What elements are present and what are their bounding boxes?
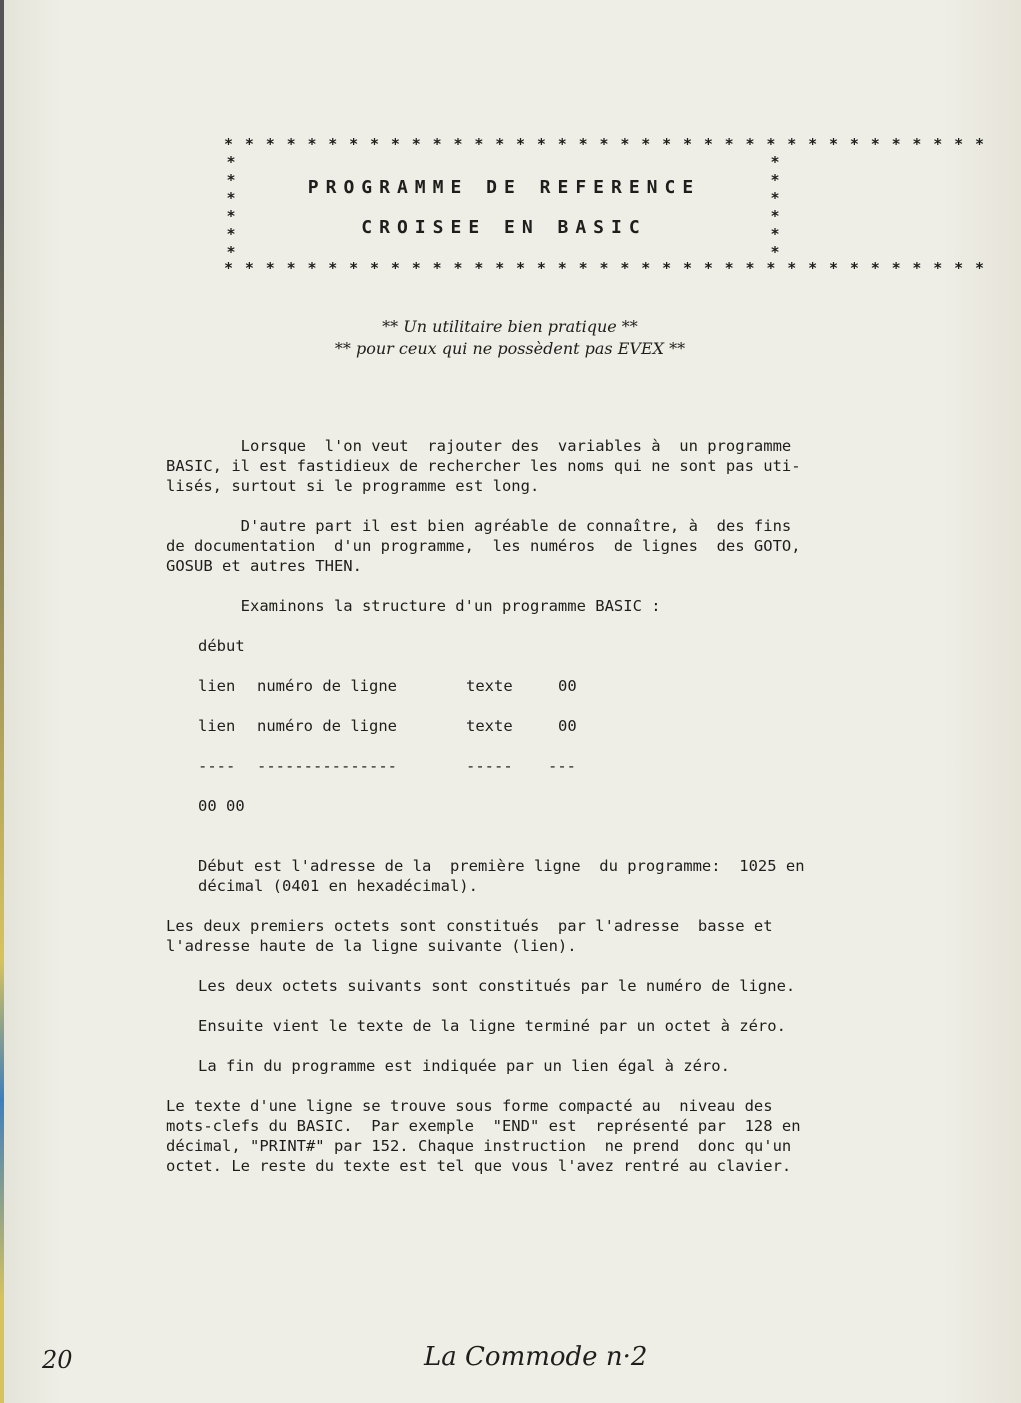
paragraph-structure: Examinons la structure d'un programme BASIC : — [166, 597, 661, 615]
magazine-title: La Commode n·2 — [424, 1342, 648, 1372]
row-dash: --- — [548, 757, 576, 775]
row-numero: numéro de ligne — [257, 717, 397, 735]
label-debut: début — [198, 637, 245, 655]
title-box — [224, 135, 986, 277]
paragraph-documentation: D'autre part il est bien agréable de connaître, à des fins de documentation d'un programme, les numéros de lignes des GOTO, GOSUB et autres THEN. — [166, 517, 801, 575]
paragraph-intro: Lorsque l'on veut rajouter des variables à un programme BASIC, il est fastidieux de rechercher les noms qui ne sont pas uti- lisés, surtout si le programme est long. — [166, 437, 801, 495]
row-numero: numéro de ligne — [257, 677, 397, 695]
title-border-bottom: * * * * * * * * * * * * * * * * * * * * * * * * * * * * * * * * * * * * * — [224, 259, 986, 277]
title-border-right: * * * * * * — [770, 153, 780, 261]
subtitle-line-1: ** Un utilitaire bien pratique ** — [382, 317, 638, 336]
row-texte: texte — [466, 677, 513, 695]
paragraph-compacte: Le texte d'une ligne se trouve sous forme compacté au niveau des mots-clefs du BASIC. Par exemple "END" est représenté par 128 en décimal, "PRINT#" par 152. Chaque instruction ne prend donc qu'un octet. Le reste du texte est tel que vous l'avez rentré au clavier. — [166, 1097, 801, 1175]
paragraph-lien: Les deux premiers octets sont constitués par l'adresse basse et l'adresse haute de la ligne suivante (lien). — [166, 917, 773, 955]
title-line-2: CROISEE EN BASIC — [361, 217, 647, 238]
row-texte: texte — [466, 717, 513, 735]
title-border-left: * * * * * * — [226, 153, 236, 261]
row-lien: lien — [198, 677, 236, 695]
binding-edge — [0, 0, 4, 1403]
row-dash: ---- — [198, 757, 236, 775]
title-border-top: * * * * * * * * * * * * * * * * * * * * * * * * * * * * * * * * * * * * * — [224, 135, 986, 153]
paragraph-fin: La fin du programme est indiquée par un lien égal à zéro. — [198, 1057, 730, 1075]
row-zero: 00 — [558, 717, 577, 735]
subtitle-line-2: ** pour ceux qui ne possèdent pas EVEX ** — [334, 339, 686, 358]
row-lien: lien — [198, 717, 236, 735]
row-zero: 00 — [558, 677, 577, 695]
row-dash: ----- — [466, 757, 513, 775]
row-dash: --------------- — [257, 757, 397, 775]
paragraph-numero: Les deux octets suivants sont constitués par le numéro de ligne. — [198, 977, 796, 995]
label-end-zeros: 00 00 — [198, 797, 245, 815]
paragraph-debut: Début est l'adresse de la première ligne du programme: 1025 en décimal (0401 en hexadécimal). — [198, 857, 805, 895]
title-line-1: PROGRAMME DE REFERENCE — [307, 177, 701, 198]
paragraph-texte: Ensuite vient le texte de la ligne terminé par un octet à zéro. — [198, 1017, 786, 1035]
page-number: 20 — [42, 1346, 73, 1374]
